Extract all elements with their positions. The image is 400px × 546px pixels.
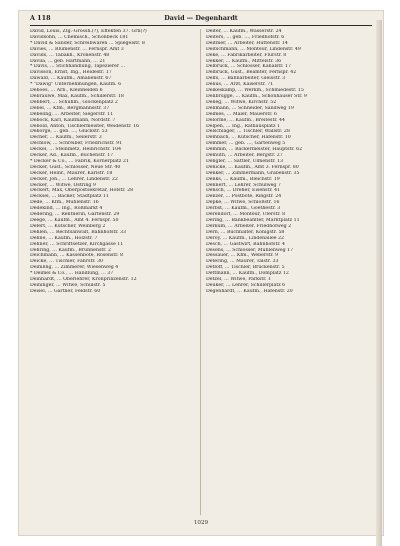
directory-entry: Delbrück, Gust., Beamter, Fernspr. 42 — [206, 70, 297, 76]
directory-entry: Demuth, … Arbeiter, Bergstr. 27 — [206, 153, 283, 159]
directory-entry: Denicke, … Kaufm., Amt 3. Fernspr. 80 — [206, 164, 299, 170]
footer-page-number: 1029 — [193, 520, 209, 526]
left-column — [30, 29, 196, 515]
directory-entry: Deiters, … geb. …, Friedhofstr. 6 — [206, 34, 285, 40]
directory-entry: Debock, Karl, Kaufmann, Nordstr. 7 — [30, 117, 116, 123]
directory-entry: Dellbrügge, … Kaufm., Schönhauser Str. 9 — [206, 93, 307, 99]
directory-entry: Deisel, … Gärtner, Feldstr. 60 — [30, 288, 101, 294]
header-page-number: A 118 — [30, 14, 51, 22]
directory-entry: Dettmann, … Kaufm., Domplatz 12 — [206, 271, 289, 277]
directory-entry: Deininger, … Witwe, Schulstr. 5 — [30, 282, 106, 288]
directory-entry: Derendorf, … Monteur, Uferstr. 8 — [206, 212, 286, 218]
directory-entry: Dede, … Kfm., Mühlenstr. 16 — [30, 200, 99, 206]
directory-entry: Davids, … Tabakh., Kronenstr. 48 — [30, 52, 110, 58]
directory-entry: Dedering, … Rentnerin, Gartenstr. 29 — [30, 212, 120, 218]
directory-entry: Dehne, … Kaufm., Holzstr. 7 — [30, 235, 98, 241]
directory-entry: Denzer, … Postbote, Ringstr. 24 — [206, 194, 282, 200]
directory-entry: Davisson, Ernst, Ing., Heidestr. 17 — [30, 70, 112, 76]
directory-entry: Dehner, … Schriftsetzer, Kirchgasse 11 — [30, 241, 124, 247]
directory-entry: Delfs, … Bahnarbeiter, Gleisstr. 3 — [206, 76, 286, 82]
directory-entry: Dennert, … Lehrer, Schulweg 7 — [206, 182, 281, 188]
directory-entry: Delorme, … Kaufm., Breitestr. 44 — [206, 117, 286, 123]
directory-entry: Denker, … Zimmermann, Grabenstr. 35 — [206, 170, 300, 176]
directory-entry: Decker, Heinr., Maurer, Karlstr. 18 — [30, 170, 113, 176]
directory-entry: Debeling, … Arbeiter, Siegerstr. 11 — [30, 111, 114, 117]
directory-entry: Debel, … Kfm., Bergmannsstr. 37 — [30, 105, 110, 111]
directory-entry: Davies, … Blumenstr. … Fernspr. Amt 3 — [30, 46, 124, 52]
directory-entry: Deicke, … Tischler, Fährstr. 30 — [30, 259, 104, 265]
directory-entry: Dávila, … geb. Hartmann, … 21 — [30, 58, 106, 64]
directory-entry: Deinhardt, … Oberlehrer, Kronprinzenstr. 12 — [30, 277, 137, 283]
directory-entry: Dawald, … Kaufm., Amalienstr. 67 — [30, 76, 112, 82]
directory-entry: * Decker & Co., … Fabrik, Körnerplatz 21 — [30, 158, 129, 164]
directory-entry: Derkum, … Arbeiter, Friedhofweg 2 — [206, 223, 292, 229]
directory-entry: Delmes, … Maler, Mauerstr. 6 — [206, 111, 277, 117]
directory-entry: Detloff, … Tischler, Brückenstr. 5 — [206, 265, 285, 271]
directory-entry: Deitmer, … Arbeiter, Hüttenstr. 14 — [206, 40, 288, 46]
directory-entry: Deroy, … Kaufm., Lindenallee 22 — [206, 235, 284, 241]
directory-entry: Debold, Anton, Tischlermeister, Weidenstr. 16 — [30, 123, 140, 129]
directory-entry: Davidsohn, … Chemisch., Schönbeck 181 — [30, 34, 129, 40]
directory-entry: * "Dawig" Unternehmungen, Kaufm. 6 — [30, 82, 122, 88]
directory-entry: Debbert, … Schuhm., Glockenplatz 2 — [30, 99, 118, 105]
directory-entry: Deichmann, … Kassenbote, Rosenstr. 8 — [30, 253, 123, 259]
directory-entry: * Deimel & Co., … Handlung, … 37 — [30, 271, 114, 277]
running-title: David — Degenhardt — [164, 14, 238, 22]
directory-entry: Decker, Gust., Schlosser, Neue Str. 40 — [30, 164, 121, 170]
directory-entry: Dessauer, … Kfm., Weberstr. 9 — [206, 253, 279, 259]
page-binding-shadow — [376, 20, 382, 546]
column-divider — [200, 29, 201, 515]
directory-entry: Deboes, … Arb., Kleinheiden 6 — [30, 88, 103, 94]
directory-entry: Delleg, … Witwe, Kirchstr. 52 — [206, 99, 277, 105]
directory-entry: Decksel, … Bäcker, Stadtplatz 11 — [30, 194, 109, 200]
directory-entry: Deke, … Fabrikarbeiter, Flurstr. 8 — [206, 52, 287, 58]
directory-entry: Decker, … Witwe, Ostring 9 — [30, 182, 96, 188]
directory-entry: Demmer, … geb. …, Gartenweg 5 — [206, 141, 286, 147]
directory-entry: Denks, … Kaufm., Bleichstr. 19 — [206, 176, 280, 182]
directory-entry: Dehring, … Kaufm., Brunnenstr. 2 — [30, 247, 111, 253]
directory-entry: Densch, … Dreher, Eisenstr. 41 — [206, 188, 281, 194]
directory-entry: Decker, Ad., Kaufm., Buchenstr. 17 — [30, 153, 114, 159]
directory-entry: Defert, … Kutscher, Weinberg 2 — [30, 223, 106, 229]
directory-entry: Dekker, … Kaufm., Mittelstr. 36 — [206, 58, 282, 64]
directory-entry: Degenhardt, … Kaufm., Hafenstr. 20 — [206, 288, 293, 294]
directory-entry: Detering, … Maurer, Talstr. 33 — [206, 259, 279, 265]
directory-page — [18, 10, 384, 536]
directory-entry: Deborge, … geb. …, Glückstr. 53 — [30, 129, 108, 135]
directory-entry: Delschläger, … Tischler, Wallstr. 28 — [206, 129, 290, 135]
directory-entry: Dellmann, … Schneider, Sandweg 19 — [206, 105, 294, 111]
directory-entry: Desens, … Schlosser, Mühlenweg 17 — [206, 247, 294, 253]
directory-entry: Derbst, … Kaufm., Goethestr. 3 — [206, 206, 281, 212]
directory-entry: Debrauwe, Max, Kaufm., Schillerstr. 18 — [30, 93, 124, 99]
directory-entry: Dembach, … Kutscher, Hafenstr. 10 — [206, 135, 291, 141]
directory-entry: Decher, … Kaufm., Seilerstr. 3 — [30, 135, 102, 141]
page-footer — [18, 520, 384, 530]
directory-entry: David, Louis, Ztg.-Grossh.(?), Effekten 37. Grn(?) — [30, 29, 147, 34]
directory-entry: Dengler, … Sattler, Ulmenstr. 13 — [206, 158, 284, 164]
directory-entry: Delkeskamp, … Werkm., Schmiedestr. 15 — [206, 88, 304, 94]
directory-entry: Delpen, … Ing., Rathausplatz 1 — [206, 123, 280, 129]
directory-entry: Decker, Joh., … Lehrer, Lindenstr. 22 — [30, 176, 118, 182]
directory-entry: Deitschmann, … Monteur, Lindenstr. 49 — [206, 46, 301, 52]
directory-entry: Delius, … Arzt, Kaiserstr. 71 — [206, 82, 274, 88]
directory-entry: Deege, … Kaufm., Amt 4. Fernspr. 50 — [30, 218, 119, 223]
directory-entry: Dechlow, … Schreiber, Friedrichstr. 91 — [30, 141, 123, 147]
directory-entry: Deimling, … Zimmerer, Wiesenweg 4 — [30, 265, 119, 271]
directory-entry: Detzel, … Witwe, Parkstr. 1 — [206, 277, 271, 283]
directory-entry: Depke, … Witwe, Schloßstr. 16 — [206, 200, 280, 206]
directory-entry: Desch, … Gastwirt, Bahnhofstr. 4 — [206, 241, 286, 247]
directory-entry: Dering, … Bankbeamter, Marktplatz 11 — [206, 218, 300, 223]
directory-entry: * Davis, … Stichhandlung, Tapezierer … — [30, 64, 126, 70]
right-column — [206, 29, 372, 515]
directory-entry: Deuker, … Lehrer, Schillerplatz 6 — [206, 282, 286, 288]
directory-entry: Dehlen, … Rechtsanwalt, Bahnhofstr. 33 — [30, 229, 127, 235]
directory-entry: Delbrück, … Schlosser, Kanalstr. 17 — [206, 64, 291, 70]
directory-entry: Deckert, Max, Oberpostsekretär, Hofstr. 28 — [30, 188, 134, 194]
directory-entry: Deiter, … Kaufm., Wasserstr. 24 — [206, 29, 282, 34]
directory-entry: * David & Sander, Schreibwaren … Spiegelstr. 8 — [30, 40, 145, 46]
directory-entry: Deckel, … Steinmetz, Heinrichstr. 104 — [30, 147, 122, 153]
header-rule — [30, 25, 372, 26]
directory-entry: Dern, … Buchhalter, Königstr. 58 — [206, 229, 285, 235]
directory-entry: Demmin, … Bäckermeister, Hauptstr. 62 — [206, 147, 303, 153]
directory-entry: Dedekind, … Ing., Roßmarkt 4 — [30, 206, 103, 212]
